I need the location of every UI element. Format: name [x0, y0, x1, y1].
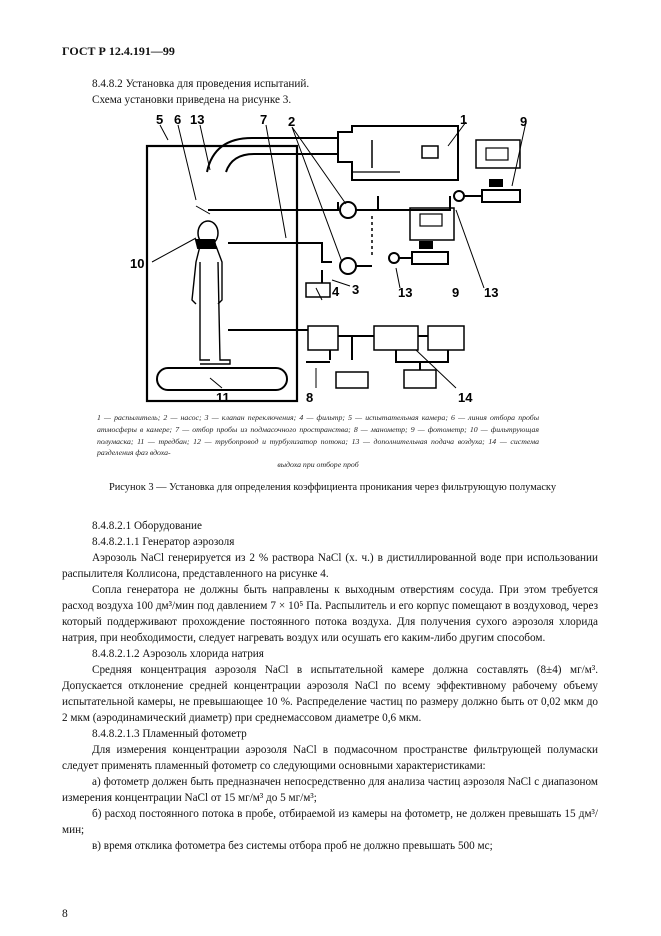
paragraph: Для измерения концентрации аэрозоля NaCl в подмасочном пространстве фильтрующей полумаски следует применять пламенный фотометр со следующими основными характеристиками:	[62, 744, 598, 772]
recorder	[336, 372, 368, 388]
duct-pipe	[207, 138, 338, 172]
photometer-upper	[476, 140, 520, 168]
callout-9-lower: 9	[452, 285, 460, 300]
phase-separator-c	[404, 370, 436, 388]
subsection-title: 8.4.8.2.1.1 Генератор аэрозоля	[92, 536, 235, 548]
callout-13-lower: 13	[398, 285, 413, 300]
callout-3: 3	[352, 282, 360, 297]
paragraph: Сопла генератора не должны быть направлены к выходным отверстиям сосуда. При этом требуется расход воздуха 100 дм³/мин под давлением 7 × 10⁵ Па. Распылитель и его корпус помещают в воздуховод, через который поддерживают прохождение постоянного потока воздуха. Для получения сухого аэрозоля хлорида натрия, при необходимости, следует нагревать воздух или осушать его каким-либо другим способом.	[62, 584, 598, 644]
callout-13-upper: 13	[484, 285, 499, 300]
section-title: 8.4.8.2 Установка для проведения испытаний.	[92, 78, 310, 90]
manometer-box	[308, 326, 338, 350]
subsection-title: 8.4.8.2.1.2 Аэрозоль хлорида натрия	[92, 648, 264, 660]
callout-2: 2	[288, 114, 296, 129]
document-header: ГОСТ Р 12.4.191—99	[62, 44, 175, 58]
subsection-title: 8.4.8.2.1 Оборудование	[92, 520, 202, 532]
callout-4: 4	[332, 284, 340, 299]
pump-upper	[340, 202, 356, 218]
main-text	[62, 518, 598, 854]
figure-caption: Рисунок 3 — Установка для определения коэффициента проникания через фильтрующую полумаску	[108, 482, 557, 493]
phase-separator-a	[374, 326, 418, 350]
treadmill	[157, 368, 287, 390]
paragraph: Средняя концентрация аэрозоля NaCl в испытательной камере должна составлять (8±4) мг/м³. Допускается отклонение средней концентрации аэрозоля NaCl по всему эффективному рабочему объему испытательной камеры, не превышающее 10 %. Распределение частиц по размеру должно быть от 0,02 мкм до 2 мкм (аэродинамический диаметр) при среднемассовом диаметре 0,6 мкм.	[62, 664, 598, 724]
figure-legend	[97, 412, 539, 471]
filter	[306, 283, 330, 297]
page-number: 8	[62, 908, 68, 920]
scheme-note: Схема установки приведена на рисунке 3.	[92, 94, 292, 106]
callout-10: 10	[130, 256, 145, 271]
legend-text-end: выдоха при отборе проб	[277, 460, 359, 470]
list-item-a: а) фотометр должен быть предназначен непосредственно для анализа частиц аэрозоля NaCl с диапазоном измерения концентрации NaCl от 15 мг/м³ до 5 мг/м³;	[62, 776, 598, 804]
photometer-lower	[410, 208, 454, 240]
legend-text: 1 — распылитель; 2 — насос; 3 — клапан переключения; 4 — фильтр; 5 — испытательная камера; 6 — линия отбора пробы атмосферы в камере; 7 — отбор пробы из подмасочного пространства; 8 — манометр; 9 — фотометр; 10 — фильтрующая полумаска; 11 — тредбан; 12 — трубопровод и турбулизатор потока; 13 — дополнительная подача воздуха; 14 — система разделения фаз вдоха-	[97, 413, 539, 458]
person-body	[192, 246, 230, 364]
callout-14: 14	[458, 390, 473, 405]
test-setup-diagram	[110, 112, 550, 412]
paragraph: Аэрозоль NaCl генерируется из 2 % раствора NaCl (х. ч.) в дистиллированной воде при использовании распылителя Коллисона, представленного на рисунке 4.	[62, 552, 598, 580]
callout-9-upper: 9	[520, 114, 528, 129]
callout-7: 7	[260, 112, 268, 127]
callout-12: 13	[190, 112, 205, 127]
callout-5: 5	[156, 112, 164, 127]
switch-valve	[340, 258, 356, 274]
callout-1: 1	[460, 112, 468, 127]
phase-separator-b	[428, 326, 464, 350]
list-item-b: б) расход постоянного потока в пробе, отбираемой из камеры на фотометр, не должен превышать 15 дм³/мин;	[62, 808, 598, 836]
subsection-title: 8.4.8.2.1.3 Пламенный фотометр	[92, 728, 247, 740]
callout-11: 11	[216, 390, 230, 405]
callout-8: 8	[306, 390, 314, 405]
list-item-c: в) время отклика фотометра без системы отбора проб не должно превышать 500 мс;	[92, 840, 493, 852]
callout-6: 6	[174, 112, 182, 127]
